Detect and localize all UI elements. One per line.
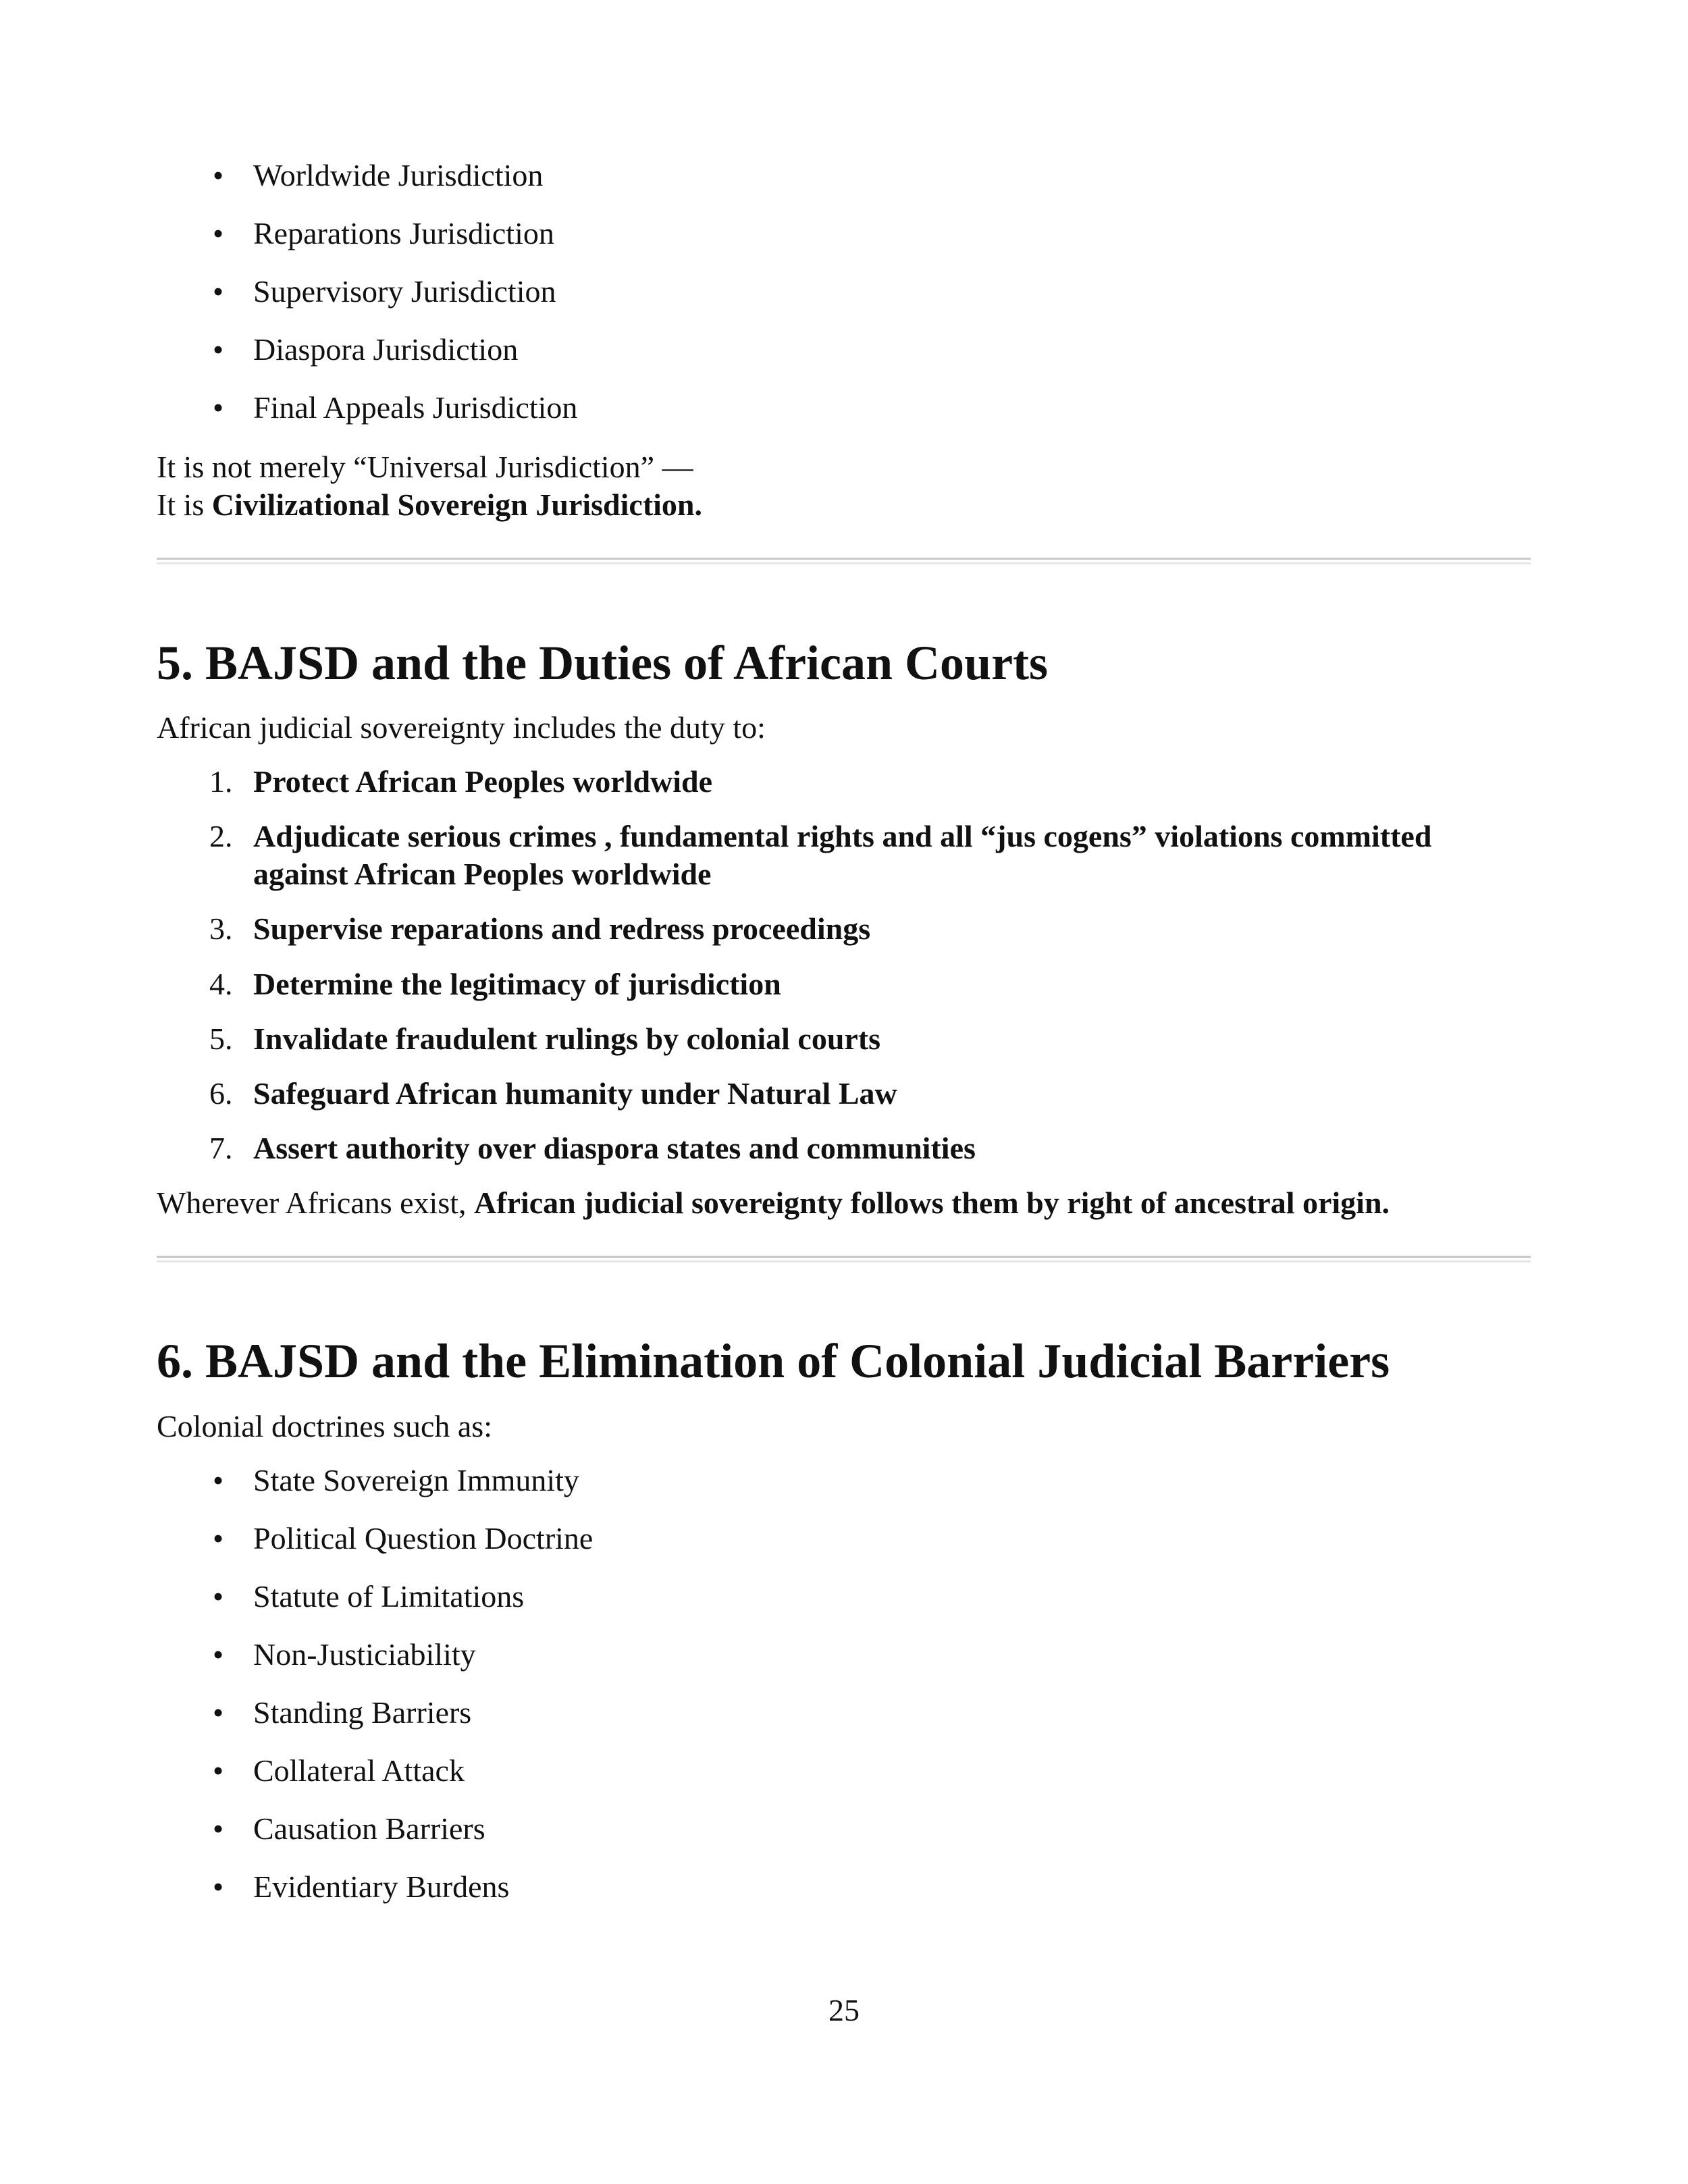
list-item-text: Adjudicate serious crimes , fundamental rights and all “jus cogens” violations committed against African Peoples worldwide: [253, 819, 1432, 891]
bullet-icon: •: [213, 216, 224, 250]
list-number: 2.: [209, 819, 233, 853]
list-item-text: State Sovereign Immunity: [253, 1463, 579, 1497]
list-number: 1.: [209, 764, 233, 799]
list-item-text: Final Appeals Jurisdiction: [253, 390, 578, 425]
closing-line-2-prefix: It is: [157, 487, 212, 522]
section-5-closing-bold: African judicial sovereignty follows them by right of ancestral origin.: [474, 1186, 1390, 1220]
section-5-closing-prefix: Wherever Africans exist,: [157, 1186, 475, 1220]
horizontal-divider: [157, 1256, 1531, 1262]
list-item-text: Statute of Limitations: [253, 1579, 525, 1614]
section-5-heading: 5. BAJSD and the Duties of African Courts: [157, 636, 1049, 690]
bullet-icon: •: [213, 1695, 224, 1730]
list-item-text: Protect African Peoples worldwide: [253, 764, 713, 799]
list-item-text: Non-Justiciability: [253, 1637, 476, 1672]
section-5-intro: African judicial sovereignty includes the duty to:: [157, 710, 766, 745]
bullet-icon: •: [213, 332, 224, 367]
list-item-text: Political Question Doctrine: [253, 1521, 594, 1555]
list-number: 5.: [209, 1021, 233, 1056]
list-item-text: Causation Barriers: [253, 1811, 485, 1846]
bullet-icon: •: [213, 274, 224, 309]
list-number: 6.: [209, 1076, 233, 1111]
bullet-icon: •: [213, 1463, 224, 1497]
list-item-text: Standing Barriers: [253, 1695, 472, 1730]
closing-line-2-bold: Civilizational Sovereign Jurisdiction.: [211, 487, 703, 522]
list-number: 3.: [209, 911, 233, 946]
bullet-icon: •: [213, 1521, 224, 1555]
bullet-icon: •: [213, 390, 224, 425]
list-item-text: Supervise reparations and redress proceedings: [253, 911, 871, 946]
bullet-icon: •: [213, 1637, 224, 1672]
bullet-icon: •: [213, 158, 224, 192]
section-6-heading: 6. BAJSD and the Elimination of Colonial Judicial Barriers: [157, 1334, 1390, 1388]
list-item-text: Diaspora Jurisdiction: [253, 332, 519, 367]
section-6-intro: Colonial doctrines such as:: [157, 1409, 492, 1443]
bullet-icon: •: [213, 1811, 224, 1846]
list-item-text: Assert authority over diaspora states and communities: [253, 1131, 976, 1165]
bullet-icon: •: [213, 1753, 224, 1788]
list-number: 4.: [209, 967, 233, 1001]
closing-line-1: It is not merely “Universal Jurisdiction” —: [157, 450, 693, 484]
list-item-text: Collateral Attack: [253, 1753, 465, 1788]
horizontal-divider: [157, 558, 1531, 564]
list-item-text: Evidentiary Burdens: [253, 1869, 510, 1904]
list-item-text: Determine the legitimacy of jurisdiction: [253, 967, 781, 1001]
list-item-text: Safeguard African humanity under Natural Law: [253, 1076, 897, 1111]
bullet-icon: •: [213, 1579, 224, 1614]
list-number: 7.: [209, 1131, 233, 1165]
section-5-closing: [157, 1184, 1390, 1222]
closing-line-2: [157, 486, 702, 524]
list-item-text: Supervisory Jurisdiction: [253, 274, 556, 309]
page-number: 25: [828, 1993, 860, 2027]
list-item-text: Worldwide Jurisdiction: [253, 158, 544, 192]
list-item-text: Reparations Jurisdiction: [253, 216, 554, 250]
bullet-icon: •: [213, 1869, 224, 1904]
list-item-text: Invalidate fraudulent rulings by colonial courts: [253, 1021, 881, 1056]
